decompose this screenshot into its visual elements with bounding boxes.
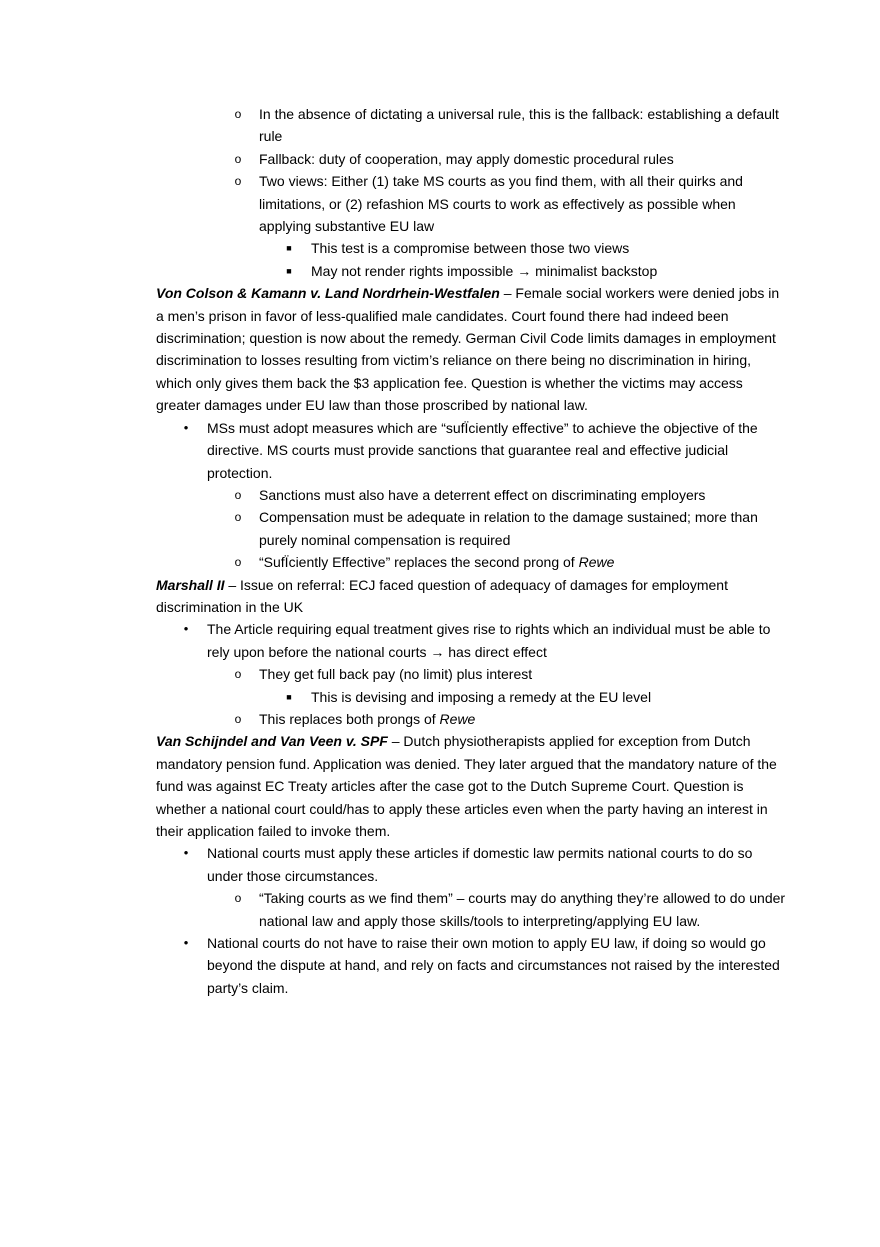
- list-item: [156, 417, 786, 484]
- list-item: [156, 887, 786, 932]
- document-body: [156, 103, 786, 999]
- disc-bullet-icon: •: [183, 935, 189, 951]
- case-name: Marshall II: [156, 576, 225, 593]
- list-item-text: Two views: Either (1) take MS courts as you find them, with all their quirks and limitations, or (2) refashion MS courts to work as effectively as possible when applying substantive EU law: [259, 173, 743, 235]
- list-item-text-part: “SufÏciently Effective” replaces the second prong of: [259, 554, 579, 571]
- square-bullet-icon: ■: [286, 243, 292, 254]
- circle-bullet-icon: o: [234, 107, 242, 121]
- list-item: [156, 932, 786, 999]
- circle-bullet-icon: o: [234, 174, 242, 189]
- disc-bullet-icon: •: [183, 845, 189, 861]
- list-item-text: May not render rights impossible → minimalist backstop: [311, 262, 658, 279]
- list-item-text: The Article requiring equal treatment gives rise to rights which an individual must be able to rely upon before the national courts → has direct effect: [207, 621, 771, 660]
- list-item-text-part: This replaces both prongs of: [259, 710, 440, 727]
- disc-bullet-icon: •: [183, 419, 189, 435]
- list-item: [156, 551, 786, 573]
- list-item: [156, 686, 786, 708]
- case-name: Von Colson & Kamann v. Land Nordrhein-Westfalen: [156, 285, 500, 302]
- case-paragraph-marshall: [156, 574, 786, 619]
- list-item: [156, 506, 786, 551]
- circle-bullet-icon: o: [234, 555, 242, 570]
- case-name: Van Schijndel and Van Veen v. SPF: [156, 733, 388, 750]
- square-bullet-icon: ■: [286, 265, 292, 276]
- circle-bullet-icon: o: [234, 510, 242, 525]
- list-item-text: Fallback: duty of cooperation, may apply domestic procedural rules: [259, 150, 674, 167]
- list-item: [156, 237, 786, 259]
- list-item-text: “Taking courts as we find them” – courts may do anything they’re allowed to do under national law and apply those skills/tools to interpreting/applying EU law.: [259, 890, 786, 929]
- list-item-text: National courts do not have to raise their own motion to apply EU law, if doing so would go beyond the dispute at hand, and rely on facts and circumstances not raised by the interested party’s claim.: [207, 935, 780, 996]
- circle-bullet-icon: o: [234, 487, 242, 502]
- case-reference: Rewe: [578, 554, 615, 571]
- list-item: [156, 708, 786, 730]
- case-paragraph-van-schijndel: [156, 730, 786, 842]
- list-item-text: This is devising and imposing a remedy at the EU level: [311, 688, 652, 705]
- list-item-text: Sanctions must also have a deterrent effect on discriminating employers: [259, 486, 706, 503]
- list-item-text: [259, 554, 614, 570]
- list-item-text: National courts must apply these articles if domestic law permits national courts to do so under those circumstances.: [207, 845, 753, 884]
- list-item-text: In the absence of dictating a universal rule, this is the fallback: establishing a default rule: [259, 106, 779, 145]
- list-item: [156, 484, 786, 506]
- list-item: [156, 260, 786, 282]
- list-item-text: MSs must adopt measures which are “sufÏciently effective” to achieve the objective of the directive. MS courts must provide sanctions that guarantee real and effective judicial protection.: [207, 419, 758, 481]
- list-item: [156, 103, 786, 148]
- list-item: [156, 618, 786, 663]
- circle-bullet-icon: o: [234, 711, 242, 726]
- list-item: [156, 663, 786, 685]
- circle-bullet-icon: o: [234, 891, 242, 906]
- case-summary: – Female social workers were denied jobs in a men’s prison in favor of less-qualified male candidates. Court found there had indeed been discrimination; question is now about the remedy. German Civil Code limits damages in employment discrimination to losses resulting from victim’s reliance on there being no discrimination in hiring, which only gives them back the $3 application fee. Question is whether the victims may access greater damages under EU law than those proscribed by national law.: [156, 285, 780, 414]
- case-summary: – Issue on referral: ECJ faced question of adequacy of damages for employment discrimination in the UK: [156, 576, 728, 615]
- case-paragraph-von-colson: [156, 282, 786, 416]
- case-reference: Rewe: [439, 710, 476, 727]
- disc-bullet-icon: •: [183, 621, 189, 637]
- case-summary: – Dutch physiotherapists applied for exception from Dutch mandatory pension fund. Application was denied. They later argued that the mandatory nature of the fund was against EC Treaty articles after the case got to the Dutch Supreme Court. Question is whether a national court could/has to apply these articles even when the party having an interest in their application failed to invoke them.: [156, 733, 777, 839]
- list-item-text: Compensation must be adequate in relation to the damage sustained; more than purely nominal compensation is required: [259, 509, 758, 548]
- square-bullet-icon: ■: [286, 691, 292, 702]
- list-item: [156, 170, 786, 237]
- list-item-text: They get full back pay (no limit) plus interest: [259, 666, 533, 683]
- circle-bullet-icon: o: [234, 151, 242, 166]
- list-item-text: This test is a compromise between those two views: [311, 240, 630, 257]
- list-item: [156, 842, 786, 887]
- circle-bullet-icon: o: [234, 667, 242, 682]
- list-item: [156, 148, 786, 170]
- list-item-text: [259, 711, 475, 727]
